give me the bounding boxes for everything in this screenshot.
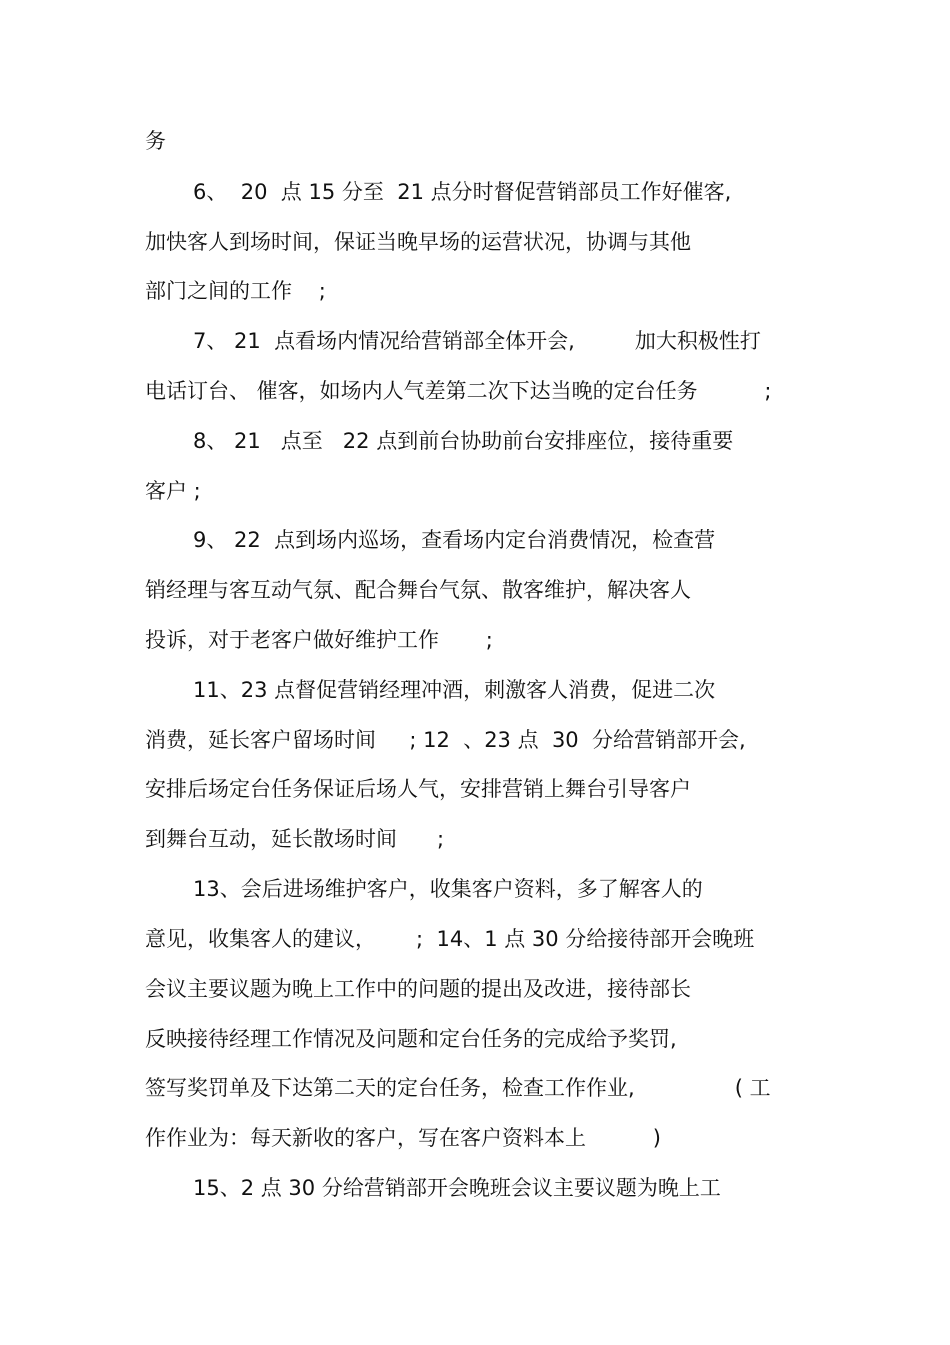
text-line: 电话订台、 催客，如场内人气差第二次下达当晚的定台任务 ; (145, 379, 772, 403)
text-line: 签写奖罚单及下达第二天的定台任务，检查工作作业, ( 工 (145, 1076, 771, 1100)
text-line: 投诉，对于老客户做好维护工作 ; (145, 628, 493, 652)
text-line: 6、 20 点 15 分至 21 点分时督促营销部员工作好催客, (193, 180, 732, 204)
text-line: 客户 ; (145, 479, 201, 503)
text-line: 到舞台互动，延长散场时间 ; (145, 827, 445, 851)
text-line: 意见，收集客人的建议， ; 14、1 点 30 分给接待部开会晚班 (145, 927, 755, 951)
text-line: 会议主要议题为晚上工作中的问题的提出及改进，接待部长 (145, 977, 691, 1001)
text-line: 部门之间的工作 ; (145, 279, 326, 303)
text-line: 加快客人到场时间，保证当晚早场的运营状况，协调与其他 (145, 230, 691, 254)
text-line: 15、2 点 30 分给营销部开会晚班会议主要议题为晚上工 (193, 1176, 721, 1200)
text-line: 7、 21 点看场内情况给营销部全体开会, 加大积极性打 (193, 329, 761, 353)
text-line: 消费，延长客户留场时间 ; 12 、23 点 30 分给营销部开会, (145, 728, 746, 752)
text-line: 8、 21 点至 22 点到前台协助前台安排座位，接待重要 (193, 429, 734, 453)
text-line: 务 (145, 129, 166, 153)
text-line: 13、会后进场维护客户，收集客户资料，多了解客人的 (193, 877, 703, 901)
text-line: 作作业为：每天新收的客户，写在客户资料本上 ) (145, 1126, 661, 1150)
text-line: 11、23 点督促营销经理冲酒，刺激客人消费，促进二次 (193, 678, 716, 702)
text-line: 反映接待经理工作情况及问题和定台任务的完成给予奖罚, (145, 1027, 677, 1051)
text-line: 销经理与客互动气氛、配合舞台气氛、散客维护，解决客人 (145, 578, 691, 602)
text-line: 安排后场定台任务保证后场人气，安排营销上舞台引导客户 (145, 777, 691, 801)
text-line: 9、 22 点到场内巡场，查看场内定台消费情况，检查营 (193, 528, 716, 552)
